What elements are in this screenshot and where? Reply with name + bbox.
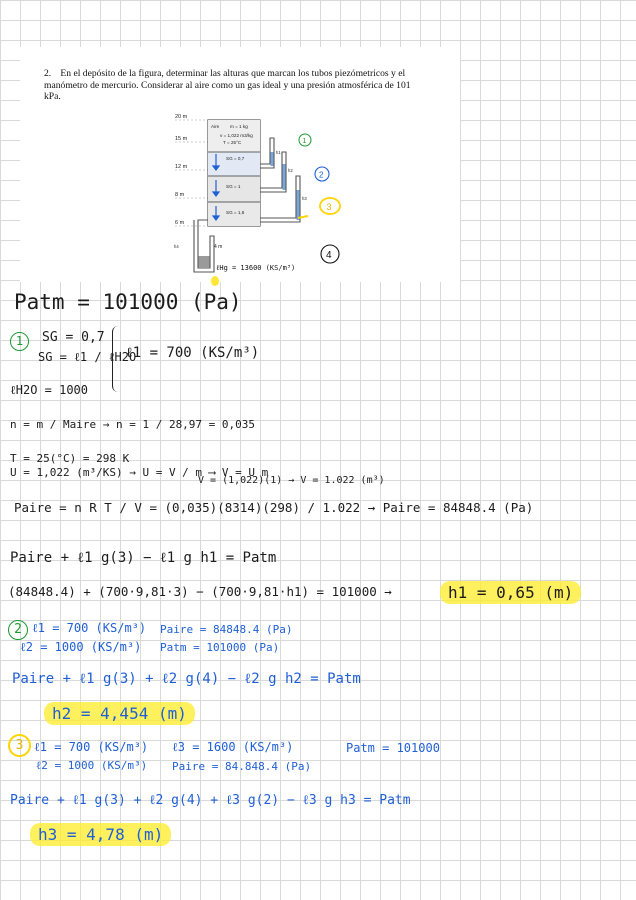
step3-circle: 3 <box>8 734 31 757</box>
hg-gap: 4 m <box>214 244 223 250</box>
level-15m: 15 m <box>175 136 188 142</box>
layer-sg-1: SG = 1 <box>226 184 241 189</box>
h1-label: h1 <box>276 150 281 155</box>
air-mass: m = 1 kg <box>230 124 248 129</box>
tank-figure <box>170 108 420 276</box>
circle-4-black: 4 <box>326 250 332 261</box>
step2-rho1: ℓ1 = 700 (KS/m³) <box>32 621 147 635</box>
step1-rho-water: ℓH2O = 1000 <box>10 383 88 397</box>
h3-label: h3 <box>302 196 307 201</box>
step2-equation: Paire + ℓ1 g(3) + ℓ2 g(4) − ℓ2 g h2 = Patm <box>12 671 361 687</box>
h4-label: h4 <box>174 244 179 249</box>
step1-circle: 1 <box>10 332 29 351</box>
step2-paire: Paire = 84848.4 (Pa) <box>160 623 293 636</box>
level-20m: 20 m <box>175 114 188 120</box>
level-6m: 6 m <box>175 220 185 226</box>
circle-3-yellow: 3 <box>326 202 332 212</box>
step2-marker <box>8 618 28 640</box>
air-temp: T = 25°C <box>223 140 242 145</box>
step3-rho1: ℓ1 = 700 (KS/m³) <box>34 740 149 754</box>
step3-paire: Paire = 84.848.4 (Pa) <box>172 760 312 773</box>
step1-rho1: ℓ1 = 700 (KS/m³) <box>126 345 260 361</box>
problem-text: En el depósito de la figura, determinar las alturas que marcan los tubos piezómetricos y el manómetro de mercurio. Considerar al aire como un gas ideal y una presión atmosférica de 101 kPa. <box>44 68 411 102</box>
step3-patm: Patm = 101000 <box>346 741 440 755</box>
h3-result: h3 = 4,78 (m) <box>30 823 171 846</box>
highlight-dot <box>211 276 219 286</box>
circle-1-green: 1 <box>302 138 307 145</box>
step2-circle: 2 <box>8 620 28 640</box>
volume-line-b: V = (1,022)(1) → V = 1.022 (m³) <box>198 475 385 486</box>
step2-rho2: ℓ2 = 1000 (KS/m³) <box>20 640 142 654</box>
eq1-substituted: (84848.4) + (700·9,81·3) − (700·9,81·h1) = 101000 → <box>8 584 392 599</box>
step1-marker <box>10 330 29 351</box>
step3-rho3: ℓ3 = 1600 (KS/m³) <box>172 740 294 754</box>
level-8m: 8 m <box>175 192 185 198</box>
problem-number: 2. <box>44 68 52 79</box>
layer-sg-07: SG = 0,7 <box>226 156 245 161</box>
step3-rho2: ℓ2 = 1000 (KS/m³) <box>36 759 148 772</box>
step1-sg: SG = 0,7 <box>42 330 105 345</box>
step1-sg-def: SG = ℓ1 / ℓH2O <box>38 350 137 364</box>
air-volume: v = 1,022 m3/kg <box>220 133 253 138</box>
circle-2-blue: 2 <box>319 170 324 180</box>
step3-equation: Paire + ℓ1 g(3) + ℓ2 g(4) + ℓ3 g(2) − ℓ3 g h3 = Patm <box>10 793 411 808</box>
air-label: Aire <box>211 124 220 129</box>
hg-density-label: ℓHg = 13600 (KS/m³) <box>216 264 296 272</box>
step1-brace <box>112 326 121 392</box>
step3-marker <box>8 734 31 757</box>
layer-sg-16: SG = 1,6 <box>226 210 245 215</box>
step2-patm: Patm = 101000 (Pa) <box>160 641 280 654</box>
h1-result: h1 = 0,65 (m) <box>440 581 581 604</box>
eq1-line: Paire + ℓ1 g(3) − ℓ1 g h1 = Patm <box>10 550 277 566</box>
volume-line-a: U = 1,022 (m³/KS) → U = V / m ⟶ V = U m <box>10 466 269 479</box>
level-12m: 12 m <box>175 164 188 170</box>
patm-line: Patm = 101000 (Pa) <box>14 290 242 314</box>
h2-label: h2 <box>288 168 293 173</box>
temp-line: T = 25(°C) = 298 K <box>10 452 130 465</box>
h2-result: h2 = 4,454 (m) <box>44 702 195 725</box>
h-labels <box>276 150 307 201</box>
moles-line: n = m / Maire → n = 1 / 28,97 = 0,035 <box>10 418 256 431</box>
problem-statement <box>44 68 424 103</box>
paire-line: Paire = n R T / V = (0,035)(8314)(298) / 1.022 → Paire = 84848.4 (Pa) <box>14 500 534 515</box>
